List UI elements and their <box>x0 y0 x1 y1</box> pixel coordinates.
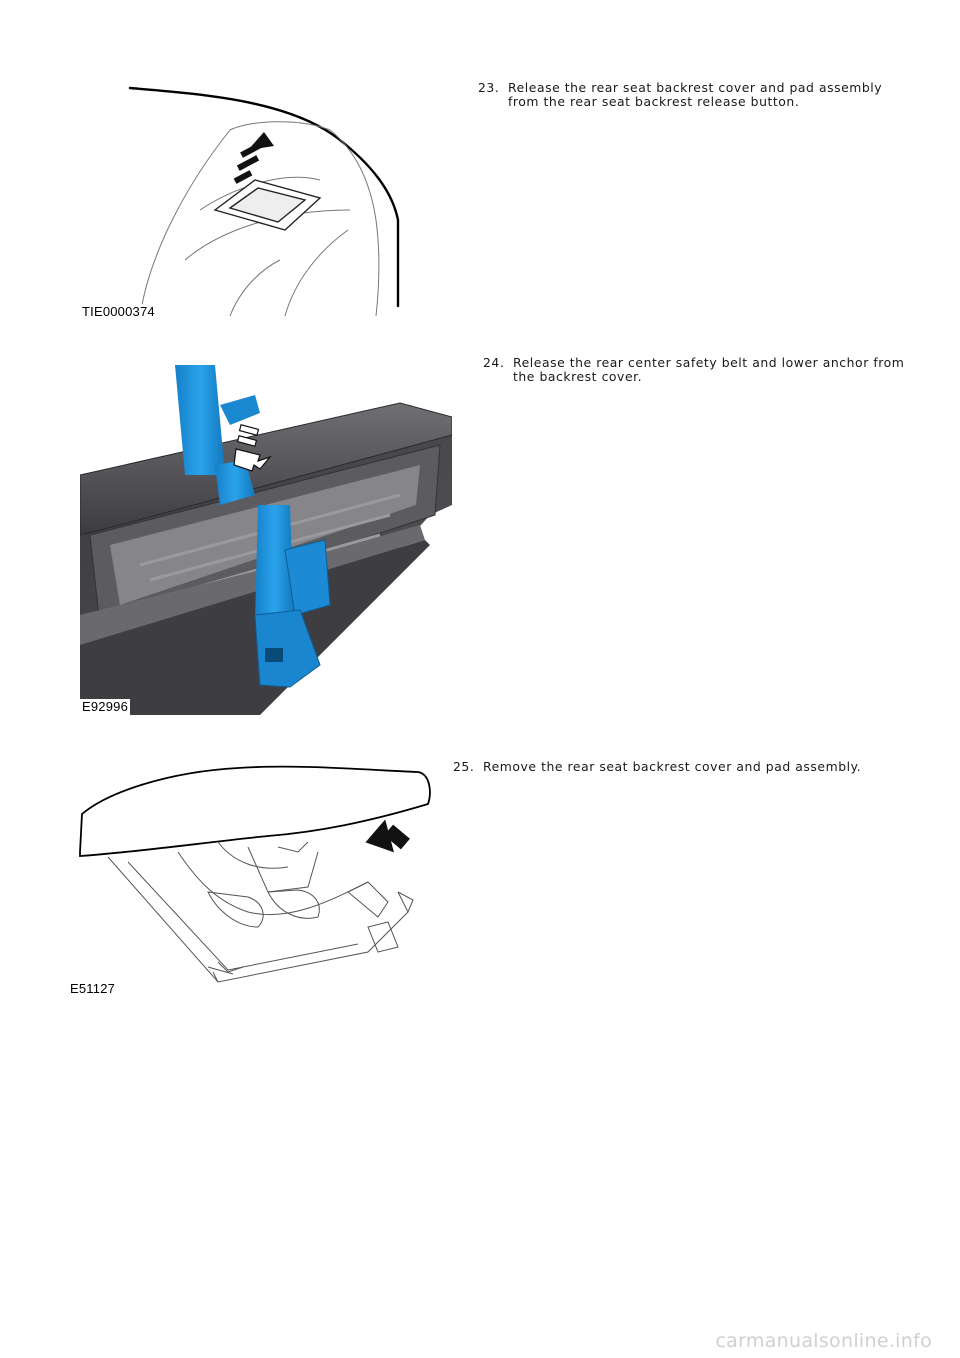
backrest-cover-removal-illustration <box>68 752 440 997</box>
step-24-figure <box>80 365 452 715</box>
step-number: 24. <box>483 355 505 370</box>
step-25-figure <box>68 752 440 997</box>
watermark-footer: carmanualsonline.info <box>715 1330 932 1352</box>
step-number: 23. <box>478 80 500 95</box>
step-23-figure <box>80 80 410 320</box>
step-text: Release the rear center safety belt and lower anchor from the backrest cover. <box>513 355 905 384</box>
step-number: 25. <box>453 759 475 774</box>
step-text: Release the rear seat backrest cover and pad assembly from the rear seat backrest release button. <box>508 80 883 109</box>
figure-id-label: E92996 <box>82 699 129 714</box>
figure-id-label: E51127 <box>70 981 116 996</box>
figure-id-label: TIE0000374 <box>82 304 155 319</box>
safety-belt-illustration <box>80 365 452 715</box>
backrest-release-button-illustration <box>80 80 410 320</box>
step-text: Remove the rear seat backrest cover and pad assembly. <box>483 759 862 774</box>
